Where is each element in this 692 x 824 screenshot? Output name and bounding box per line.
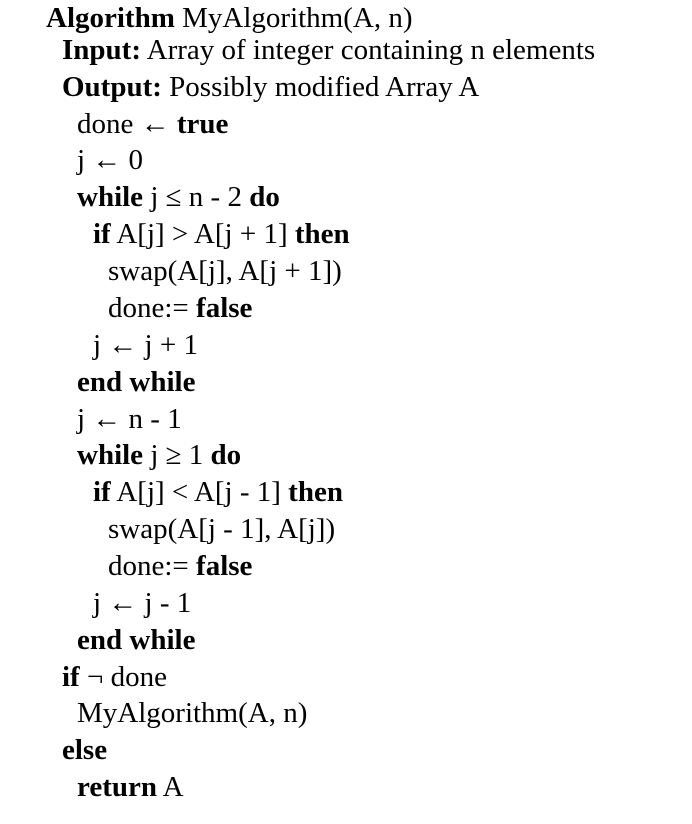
done-assign: done:= (108, 292, 197, 324)
return-value: A (157, 771, 184, 803)
algorithm-header (46, 0, 413, 36)
init-done-line (77, 106, 228, 142)
init-done-value: true (176, 108, 229, 140)
while-condition: j ≤ n - 2 (143, 181, 250, 213)
false-value: false (196, 292, 253, 324)
output-keyword: Output: (62, 71, 162, 103)
done-assign-line-2 (108, 548, 252, 584)
while-keyword: while (77, 439, 144, 471)
decrement-line: j ← j - 1 (93, 587, 192, 619)
if-keyword: if (93, 218, 111, 250)
return-keyword: return (77, 771, 158, 803)
if-condition: ¬ done (79, 661, 167, 693)
output-line (62, 69, 479, 105)
if-condition: A[j] < A[j - 1] (110, 476, 289, 508)
swap-line-1: swap(A[j], A[j + 1]) (108, 255, 342, 287)
if-condition: A[j] > A[j + 1] (110, 218, 295, 250)
do-keyword: do (210, 439, 242, 471)
then-keyword: then (294, 218, 350, 250)
while-keyword: while (77, 181, 144, 213)
return-line (77, 769, 184, 805)
do-keyword: do (249, 181, 280, 213)
if-line-1 (93, 216, 350, 252)
algorithm-signature: MyAlgorithm(A, n) (174, 2, 413, 34)
done-assign-line-1 (108, 290, 252, 326)
input-line (62, 32, 595, 68)
while-loop-1-header (77, 179, 280, 215)
done-assign: done:= (108, 550, 197, 582)
swap-line-2: swap(A[j - 1], A[j]) (108, 513, 336, 545)
recursive-call-line: MyAlgorithm(A, n) (77, 697, 308, 729)
while-condition: j ≥ 1 (143, 439, 211, 471)
init-j-line: j ← 0 (77, 144, 144, 176)
if-line-2 (93, 474, 343, 510)
if-keyword: if (62, 661, 80, 693)
final-if-line (62, 659, 167, 695)
then-keyword: then (288, 476, 343, 508)
output-description: Possibly modified Array A (161, 71, 480, 103)
algorithm-keyword: Algorithm (46, 2, 175, 34)
reset-j-line: j ← n - 1 (77, 403, 182, 435)
false-value: false (196, 550, 253, 582)
increment-line: j ← j + 1 (93, 329, 198, 361)
input-keyword: Input: (62, 34, 141, 66)
init-done-lhs: done ← (77, 108, 177, 140)
end-while-1: end while (77, 366, 196, 398)
while-loop-2-header (77, 437, 241, 473)
input-description: Array of integer containing n elements (141, 34, 596, 66)
if-keyword: if (93, 476, 111, 508)
else-keyword: else (62, 734, 108, 766)
end-while-2: end while (77, 624, 196, 656)
